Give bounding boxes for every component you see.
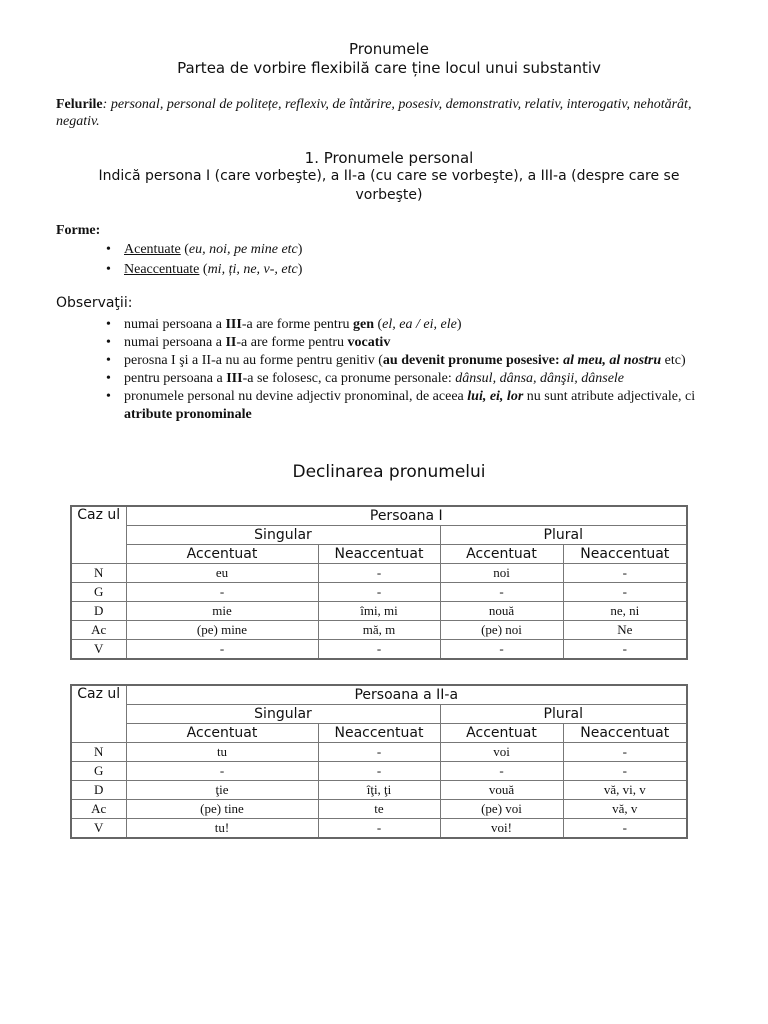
singular-header: Singular bbox=[126, 526, 440, 545]
form-cell: - bbox=[318, 564, 440, 583]
table-row bbox=[71, 800, 687, 819]
table-row bbox=[71, 621, 687, 640]
list-item: • Acentuate (eu, noi, pe mine etc) bbox=[100, 240, 710, 260]
section-heading: 1. Pronumele personal bbox=[304, 149, 474, 167]
form-cell: - bbox=[318, 819, 440, 839]
plural-header: Plural bbox=[440, 526, 687, 545]
neaccentuat-header: Neaccentuat bbox=[318, 724, 440, 743]
form-cell: nouă bbox=[440, 602, 563, 621]
forme-label: Forme: bbox=[56, 223, 101, 238]
form-cell: tu! bbox=[126, 819, 318, 839]
form-cell: - bbox=[563, 640, 687, 660]
declension-table-persoana-1 bbox=[70, 505, 688, 660]
form-cell: - bbox=[318, 743, 440, 762]
case-cell: G bbox=[71, 583, 126, 602]
felurile-paragraph bbox=[56, 96, 696, 130]
form-cell: - bbox=[126, 762, 318, 781]
form-cell: (pe) mine bbox=[126, 621, 318, 640]
list-item: • numai persoana a III-a are forme pentru gen (el, ea / ei, ele) bbox=[100, 316, 710, 334]
form-cell: tu bbox=[126, 743, 318, 762]
list-item: • pentru persoana a III-a se folosesc, ca pronume personale: dânsul, dânsa, dânşii, dânsele bbox=[100, 370, 710, 388]
declension-table-persoana-2 bbox=[70, 684, 688, 839]
list-item: • perosna I şi a II-a nu au forme pentru genitiv (au devenit pronume posesive: al meu, al nostru etc) bbox=[100, 352, 710, 370]
table-row bbox=[71, 602, 687, 621]
table-row bbox=[71, 564, 687, 583]
table-row bbox=[71, 583, 687, 602]
table-row bbox=[71, 762, 687, 781]
form-cell: - bbox=[563, 762, 687, 781]
case-cell: D bbox=[71, 602, 126, 621]
table-row bbox=[71, 743, 687, 762]
form-cell: - bbox=[318, 583, 440, 602]
form-cell: (pe) tine bbox=[126, 800, 318, 819]
form-cell: - bbox=[440, 762, 563, 781]
form-cell: (pe) noi bbox=[440, 621, 563, 640]
form-cell: eu bbox=[126, 564, 318, 583]
form-cell: voi! bbox=[440, 819, 563, 839]
form-cell: vă, v bbox=[563, 800, 687, 819]
case-cell: Ac bbox=[71, 621, 126, 640]
forme-examples: mi, ți, ne, v-, etc bbox=[207, 262, 298, 277]
accentuat-header: Accentuat bbox=[126, 545, 318, 564]
accentuat-header: Accentuat bbox=[440, 724, 563, 743]
form-cell: ne, ni bbox=[563, 602, 687, 621]
form-cell: noi bbox=[440, 564, 563, 583]
form-cell: - bbox=[563, 564, 687, 583]
page-title: Pronumele bbox=[348, 40, 430, 58]
list-item: • Neaccentuate (mi, ți, ne, v-, etc) bbox=[100, 260, 710, 280]
form-cell: - bbox=[126, 640, 318, 660]
observatii-list bbox=[100, 316, 710, 424]
form-cell: - bbox=[126, 583, 318, 602]
singular-header: Singular bbox=[126, 705, 440, 724]
page-subtitle: Partea de vorbire flexibilă care ține locul unui substantiv bbox=[177, 59, 601, 77]
form-cell: vouă bbox=[440, 781, 563, 800]
forme-term: Neaccentuate bbox=[124, 262, 200, 277]
table-row bbox=[71, 819, 687, 839]
form-cell: - bbox=[563, 743, 687, 762]
form-cell: - bbox=[318, 762, 440, 781]
form-cell: - bbox=[318, 640, 440, 660]
felurile-label: Felurile bbox=[56, 97, 103, 112]
form-cell: îţi, ţi bbox=[318, 781, 440, 800]
form-cell: - bbox=[440, 583, 563, 602]
declinare-title: Declinarea pronumelui bbox=[292, 462, 486, 482]
caz-header: Caz ul bbox=[71, 506, 126, 564]
section-description: Indică persona I (care vorbeşte), a II-a (cu care se vorbeşte), a III-a (despre care se vorbeşte) bbox=[98, 168, 680, 203]
case-cell: D bbox=[71, 781, 126, 800]
form-cell: - bbox=[563, 583, 687, 602]
form-cell: ţie bbox=[126, 781, 318, 800]
list-item: • numai persoana a II-a are forme pentru vocativ bbox=[100, 334, 710, 352]
form-cell: te bbox=[318, 800, 440, 819]
form-cell: mie bbox=[126, 602, 318, 621]
neaccentuat-header: Neaccentuat bbox=[563, 724, 687, 743]
persoana-header: Persoana a II-a bbox=[126, 685, 687, 705]
form-cell: - bbox=[440, 640, 563, 660]
plural-header: Plural bbox=[440, 705, 687, 724]
table-row bbox=[71, 640, 687, 660]
form-cell: mă, m bbox=[318, 621, 440, 640]
forme-list bbox=[100, 240, 710, 280]
form-cell: Ne bbox=[563, 621, 687, 640]
table-row bbox=[71, 781, 687, 800]
accentuat-header: Accentuat bbox=[126, 724, 318, 743]
form-cell: voi bbox=[440, 743, 563, 762]
form-cell: (pe) voi bbox=[440, 800, 563, 819]
form-cell: - bbox=[563, 819, 687, 839]
case-cell: N bbox=[71, 564, 126, 583]
forme-examples: eu, noi, pe mine etc bbox=[188, 242, 298, 257]
case-cell: Ac bbox=[71, 800, 126, 819]
accentuat-header: Accentuat bbox=[440, 545, 563, 564]
felurile-text: : personal, personal de politețe, reflexiv, de întărire, posesiv, demonstrativ, relativ, interogativ, nehotărât, negativ. bbox=[56, 97, 692, 129]
neaccentuat-header: Neaccentuat bbox=[318, 545, 440, 564]
form-cell: îmi, mi bbox=[318, 602, 440, 621]
case-cell: V bbox=[71, 819, 126, 839]
case-cell: V bbox=[71, 640, 126, 660]
forme-term: Acentuate bbox=[124, 242, 181, 257]
form-cell: vă, vi, v bbox=[563, 781, 687, 800]
caz-header: Caz ul bbox=[71, 685, 126, 743]
persoana-header: Persoana I bbox=[126, 506, 687, 526]
case-cell: G bbox=[71, 762, 126, 781]
list-item: • pronumele personal nu devine adjectiv pronominal, de aceea lui, ei, lor nu sunt atribute adjectivale, ci atribute pronominale bbox=[100, 388, 710, 424]
neaccentuat-header: Neaccentuat bbox=[563, 545, 687, 564]
case-cell: N bbox=[71, 743, 126, 762]
observatii-label: Observaţii: bbox=[56, 295, 133, 311]
